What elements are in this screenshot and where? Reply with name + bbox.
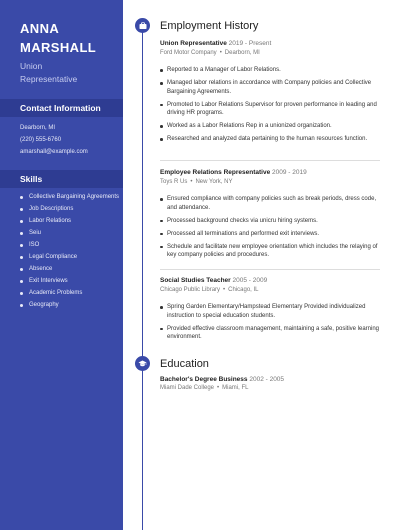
job-company-line: Toys R Us • New York, NY — [160, 179, 233, 185]
job-company: Ford Motor Company — [160, 50, 217, 56]
job-bullet: Managed labor relations in accordance with Company policies and Collective Bargaining Agreements. — [160, 79, 380, 96]
job-location: New York, NY — [195, 179, 233, 185]
education-degree: Bachelor's Degree Business — [160, 376, 248, 383]
job-bullet: Processed all terminations and performed exit interviews. — [160, 230, 380, 239]
job-bullet: Schedule and facilitate new employee orientation which includes the relaying of key company policies and procedures. — [160, 243, 380, 260]
job-entry — [160, 168, 380, 264]
job-bullet: Researched and analyzed data pertaining to the human resources function. — [160, 135, 380, 144]
skills-list — [20, 193, 120, 313]
job-title — [20, 60, 77, 86]
education-location: Miami, FL — [222, 385, 249, 391]
job-dates: 2019 - Present — [228, 40, 272, 47]
job-location: Chicago, IL — [228, 287, 259, 293]
job-entry — [160, 39, 380, 148]
job-bullet: Reported to a Manager of Labor Relations. — [160, 66, 380, 75]
skill-item: Job Descriptions — [20, 205, 120, 213]
job-bullet: Ensured compliance with company policies such as break periods, dress code, and attendance. — [160, 195, 380, 212]
job-bullet: Spring Garden Elementary/Hampstead Elementary Provided individualized instruction to special education students. — [160, 303, 380, 320]
sidebar — [0, 0, 123, 530]
skill-item: Collective Bargaining Agreements — [20, 193, 120, 201]
skill-item: Absence — [20, 265, 120, 273]
job-divider — [160, 269, 380, 270]
contact-heading: Contact Information — [0, 99, 123, 117]
candidate-name — [20, 19, 96, 57]
graduation-cap-icon — [135, 356, 150, 371]
skill-item: Exit Interviews — [20, 277, 120, 285]
education-dates: 2002 - 2005 — [249, 376, 285, 383]
skills-heading: Skills — [0, 170, 123, 188]
job-entry — [160, 276, 380, 346]
job-divider — [160, 160, 380, 161]
job-header — [160, 276, 380, 285]
contact-location: Dearborn, MI — [20, 125, 56, 131]
name-last: MARSHALL — [20, 40, 97, 55]
skill-item: Geography — [20, 301, 120, 309]
job-bullet: Worked as a Labor Relations Rep in a unionized organization. — [160, 122, 380, 131]
education-entry — [160, 375, 380, 392]
job-company: Chicago Public Library — [160, 287, 221, 293]
name-first: ANNA — [20, 21, 60, 36]
skill-item: Seiu — [20, 229, 120, 237]
skill-item: ISO — [20, 241, 120, 249]
employment-heading: Employment History — [160, 20, 259, 32]
timeline-line — [142, 26, 143, 530]
education-header — [160, 375, 380, 384]
job-company-line: Chicago Public Library • Chicago, IL — [160, 287, 259, 293]
contact-phone: (220) 555-6760 — [20, 137, 62, 143]
job-title-line1: Union — [20, 61, 43, 71]
education-heading: Education — [160, 358, 209, 370]
job-dates: 2005 - 2009 — [232, 277, 268, 284]
job-header — [160, 168, 380, 177]
briefcase-icon — [135, 18, 150, 33]
job-role: Social Studies Teacher — [160, 277, 231, 284]
education-school-line: Miami Dade College • Miami, FL — [160, 385, 249, 391]
job-role: Employee Relations Representative — [160, 169, 271, 176]
job-bullets — [160, 66, 380, 144]
job-bullet: Processed background checks via unicru hiring systems. — [160, 217, 380, 226]
skill-item: Legal Compliance — [20, 253, 120, 261]
job-dates: 2009 - 2019 — [272, 169, 307, 176]
job-bullet: Promoted to Labor Relations Supervisor for proven performance in leading and driving HR programs. — [160, 101, 380, 118]
job-location: Dearborn, MI — [224, 50, 260, 56]
job-role: Union Representative — [160, 40, 227, 47]
job-company: Toys R Us — [160, 179, 188, 185]
skill-item: Labor Relations — [20, 217, 120, 225]
job-bullets — [160, 303, 380, 342]
job-title-line2: Representative — [20, 74, 78, 84]
education-school: Miami Dade College — [160, 385, 215, 391]
contact-email[interactable]: amarshall@example.com — [20, 149, 88, 155]
job-bullet: Provided effective classroom management, maintaining a safe, positive learning environment. — [160, 325, 380, 342]
job-company-line: Ford Motor Company • Dearborn, MI — [160, 50, 260, 56]
skill-item: Academic Problems — [20, 289, 120, 297]
job-bullets — [160, 195, 380, 260]
job-header — [160, 39, 380, 48]
